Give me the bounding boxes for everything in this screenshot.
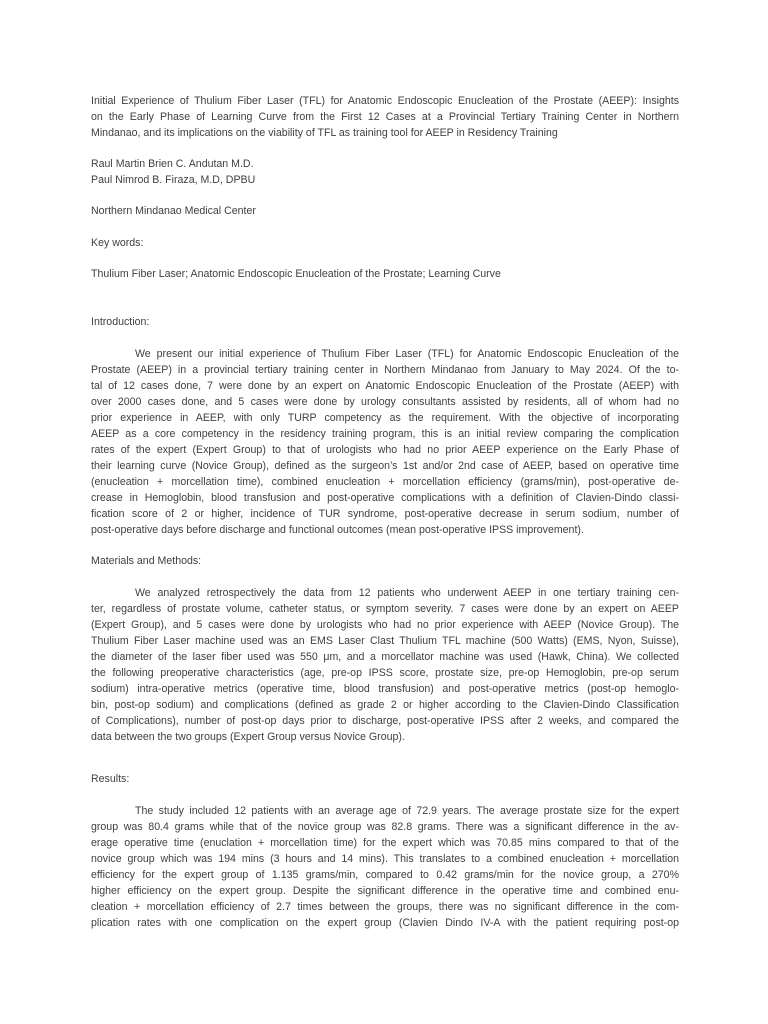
results-line: novice group which was 194 mins (3 hours and 14 mins). This translates to a combined enucleation + morcellation: [91, 853, 679, 865]
keywords-heading: Key words:: [91, 237, 144, 249]
methods-line: (Expert Group), and 5 cases were done by urologists who had no prior experience with AEEP (Novice Group). The: [91, 619, 679, 631]
results-line: group was 80.4 grams while that of the novice group was 82.8 grams. There was a significant difference in the av-: [91, 821, 679, 833]
introduction-line: over 2000 cases done, and 5 cases were done by urology consultants assisted by residents, all of whom had no: [91, 396, 679, 408]
introduction-line: tal of 12 cases done, 7 were done by an expert on Anatomic Endoscopic Enucleation of the Prostate (AEEP) with: [91, 380, 679, 392]
author-2: Paul Nimrod B. Firaza, M.D, DPBU: [91, 174, 256, 186]
methods-heading: Materials and Methods:: [91, 555, 202, 567]
methods-line: the diameter of the laser fiber used was 550 μm, and a morcellator machine was used (Hawk, China). We collected: [91, 651, 679, 663]
introduction-line: prior experience in AEEP, with only TURP competency as the requirement. With the objective of incorporating: [91, 412, 679, 424]
introduction-line: crease in Hemoglobin, blood transfusion and post-operative complications with a definition of Clavien-Dindo classi-: [91, 492, 679, 504]
results-line: plication rates with one complication on the expert group (Clavien Dindo IV-A with the patient requiring post-op: [91, 917, 679, 929]
keywords-text: Thulium Fiber Laser; Anatomic Endoscopic Enucleation of the Prostate; Learning Curve: [91, 268, 501, 280]
title-line-1: Initial Experience of Thulium Fiber Laser (TFL) for Anatomic Endoscopic Enucleation of the Prostate (AEEP): Insights: [91, 95, 679, 107]
methods-line: data between the two groups (Expert Group versus Novice Group).: [91, 731, 405, 743]
title-line-2: on the Early Phase of Learning Curve from the First 12 Cases at a Provincial Tertiary Training Center in Northern: [91, 111, 679, 123]
introduction-line: AEEP as a core competency in the residency training program, this is an initial review comparing the complication: [91, 428, 679, 440]
introduction-line: their learning curve (Novice Group), defined as the surgeon’s 1st and/or 2nd case of AEEP, based on operative time: [91, 460, 679, 472]
results-heading: Results:: [91, 773, 130, 785]
introduction-line: post-operative days before discharge and functional outcomes (mean post-operative IPSS improvement).: [91, 524, 584, 536]
methods-line: ter, regardless of prostate volume, catheter status, or symptom severity. 7 cases were done by an expert on AEEP: [91, 603, 679, 615]
affiliation: Northern Mindanao Medical Center: [91, 205, 256, 217]
author-1: Raul Martin Brien C. Andutan M.D.: [91, 158, 254, 170]
results-line: efficiency for the expert group of 1.135 grams/min, compared to 0.42 grams/min for the novice group, a 270%: [91, 869, 679, 881]
methods-line: sodium) intra-operative metrics (operative time, blood transfusion) and post-operative metrics (post-op hemoglo-: [91, 683, 679, 695]
methods-line: Thulium Fiber Laser machine used was an EMS Laser Clast Thulium TFL machine (500 Watts) (EMS, Nyon, Suisse),: [91, 635, 679, 647]
introduction-line: Prostate (AEEP) in a provincial tertiary training center in Northern Mindanao from January to May 2024. Of the to-: [91, 364, 679, 376]
methods-line: We analyzed retrospectively the data from 12 patients who underwent AEEP in one tertiary training cen-: [135, 587, 679, 599]
methods-line: bin, post-op sodium) and complications (defined as grade 2 or higher according to the Clavien-Dindo Classification: [91, 699, 679, 711]
introduction-heading: Introduction:: [91, 316, 150, 328]
methods-line: the following preoperative characteristics (age, pre-op IPSS score, prostate size, pre-op Hemoglobin, pre-op serum: [91, 667, 679, 679]
results-line: erage operative time (enuclation + morcellation time) for the expert which was 70.85 mins compared to that of the: [91, 837, 679, 849]
introduction-line: rates of the expert (Expert Group) to that of urologists who had no prior AEEP experience on the Early Phase of: [91, 444, 679, 456]
introduction-line: fication score of 2 or higher, incidence of TUR syndrome, post-operative decrease in serum sodium, number of: [91, 508, 679, 520]
results-line: higher efficiency on the expert group. Despite the significant difference in the operative time and combined enu-: [91, 885, 679, 897]
title-line-3: Mindanao, and its implications on the viability of TFL as training tool for AEEP in Residency Training: [91, 127, 558, 139]
introduction-line: (enucleation + morcellation time), combined enucleation + morcellation efficiency (grams/min), post-operative de-: [91, 476, 679, 488]
introduction-line: We present our initial experience of Thulium Fiber Laser (TFL) for Anatomic Endoscopic Enucleation of the: [135, 348, 679, 360]
results-line: cleation + morcellation efficiency of 2.7 times between the groups, there was no significant difference in the com-: [91, 901, 679, 913]
results-line: The study included 12 patients with an average age of 72.9 years. The average prostate size for the expert: [135, 805, 679, 817]
methods-line: of Complications), number of post-op days prior to discharge, post-operative IPSS after 2 weeks, and compared the: [91, 715, 679, 727]
